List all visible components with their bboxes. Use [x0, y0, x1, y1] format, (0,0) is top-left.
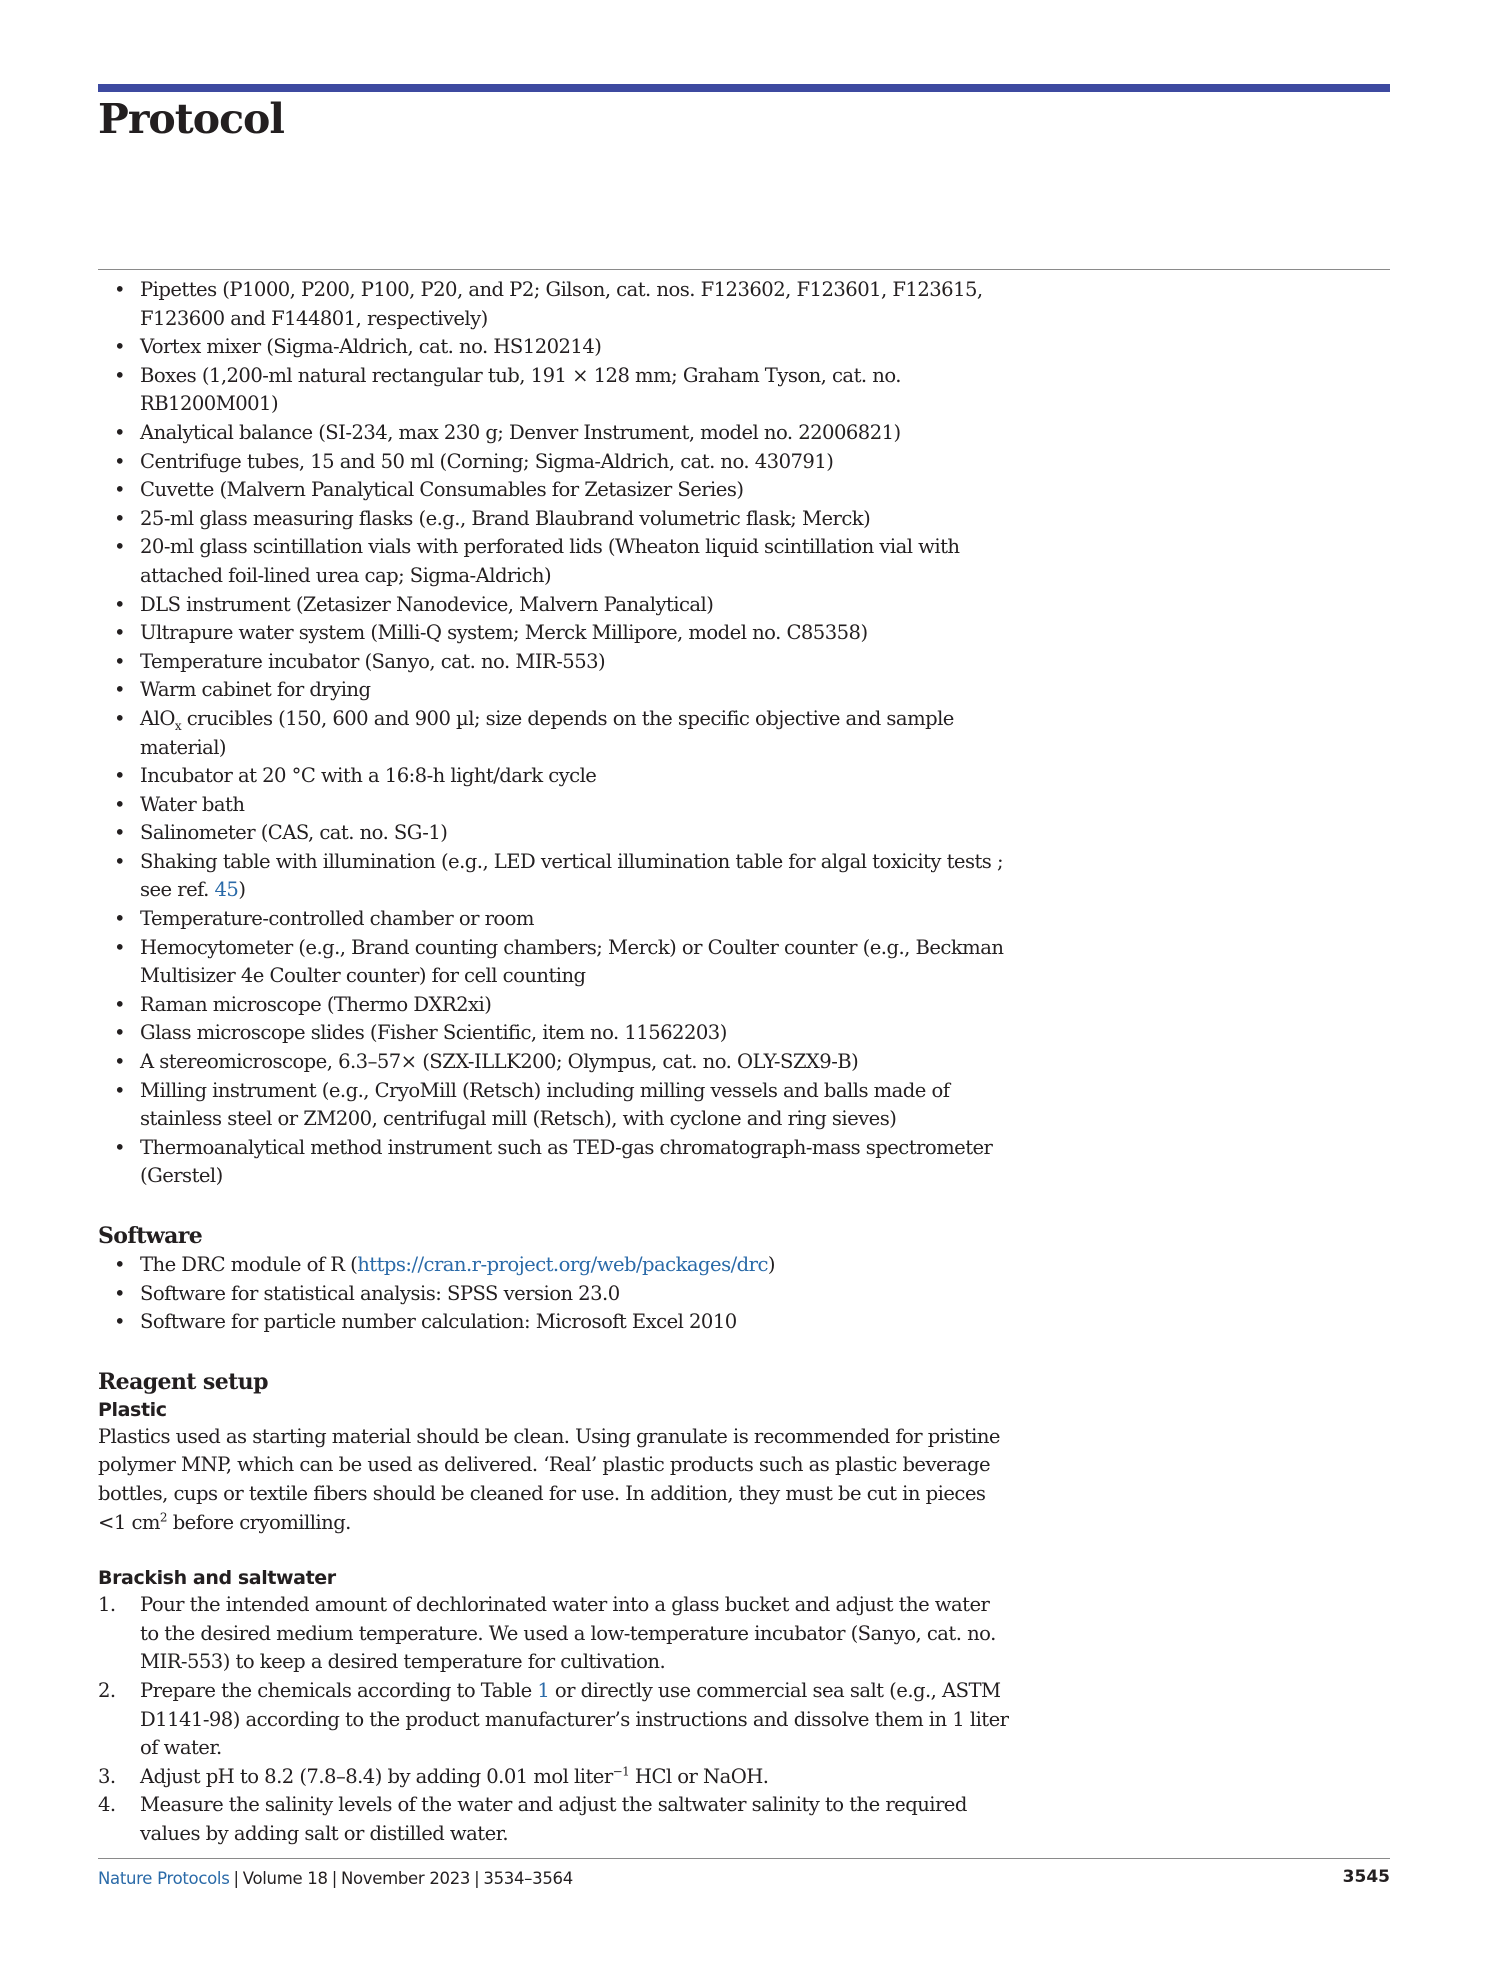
list-item: • A stereomicroscope, 6.3–57× (SZX-ILLK200; Olympus, cat. no. OLY-SZX9-B) [98, 1048, 1078, 1077]
page-number: 3545 [1342, 1867, 1390, 1887]
step-item: 4. Measure the salinity levels of the water and adjust the saltwater salinity to the required values by adding salt or distilled water. [98, 1793, 967, 1845]
plastic-paragraph: Plastics used as starting material should be clean. Using granulate is recommended for pristine polymer MNP, which can be used as delivered. ‘Real’ plastic products such as plastic beverage bottles, cups or textile fibers should be cleaned for use. In addition, they must be cut in pieces <1 $cm^2$ before cryomilling. [98, 1424, 1000, 1534]
brackish-heading: Brackish and saltwater [98, 1567, 336, 1590]
plastic-heading: Plastic [98, 1398, 167, 1421]
header-accent-bar [98, 84, 1390, 92]
bullet-icon: • [114, 1281, 126, 1305]
step-item: 3. Adjust pH to 8.2 (7.8–8.4) by adding 0.01 mol liter$^{-1}$ HCl or NaOH. [98, 1764, 769, 1788]
bottom-divider [98, 1858, 1390, 1859]
page-title: Protocol [98, 95, 284, 143]
list-item: • Hemocytometer (e.g., Brand counting chambers; Merck) or Coulter counter (e.g., Beckman Multisizer 4e Coulter counter) for cell counting [114, 935, 1004, 988]
list-item: • Temperature-controlled chamber or room [98, 905, 1078, 934]
step-item: 1. Pour the intended amount of dechlorinated water into a glass bucket and adjust the water to the desired medium temperature. We used a low-temperature incubator (Sanyo, cat. no. MIR-553) to keep a desired temperature for cultivation. [98, 1593, 996, 1674]
reference-link[interactable]: 45 [214, 878, 239, 902]
bullet-icon: • [114, 1050, 126, 1074]
bullet-icon: • [114, 535, 126, 559]
bullet-icon: • [114, 363, 126, 387]
list-item: • Shaking table with illumination (e.g., LED vertical illumination table for algal toxicity tests ; see ref. 45) [114, 849, 1004, 902]
list-item: • AlO$_x$ crucibles (150, 600 and 900 µl; size depends on the specific objective and sample material) [114, 706, 954, 759]
list-item: • Boxes (1,200-ml natural rectangular tub, 191 × 128 mm; Graham Tyson, cat. no. RB1200M001) [114, 363, 901, 416]
bullet-icon: • [114, 764, 126, 788]
reagent-setup-heading: Reagent setup [98, 1368, 268, 1395]
list-item: • 20-ml glass scintillation vials with perforated lids (Wheaton liquid scintillation vial with attached foil-lined urea cap; Sigma-Aldrich) [114, 535, 960, 587]
list-item: • Temperature incubator (Sanyo, cat. no. MIR-553) [98, 648, 1078, 677]
list-item: • DLS instrument (Zetasizer Nanodevice, Malvern Panalytical) [98, 591, 1078, 620]
list-item: • Salinometer (CAS, cat. no. SG-1) [98, 819, 1078, 848]
bullet-icon: • [114, 935, 126, 959]
list-item: • Warm cabinet for drying [98, 676, 1078, 705]
bullet-icon: • [114, 792, 126, 816]
bullet-icon: • [114, 621, 126, 645]
list-item: • Vortex mixer (Sigma-Aldrich, cat. no. HS120214) [98, 333, 1078, 362]
drc-url-link[interactable]: https://cran.r-project.org/web/packages/drc [357, 1253, 768, 1276]
top-divider [98, 269, 1390, 270]
list-item: • Water bath [98, 791, 1078, 820]
step-item: 2. Prepare the chemicals according to Table 1 or directly use commercial sea salt (e.g., ASTM D1141-98) according to the product manufacturer’s instructions and dissolve them in 1 liter of water. [98, 1678, 1009, 1760]
issue-date: November 2023 [340, 1869, 471, 1888]
list-item: • The DRC module of R (https://cran.r-project.org/web/packages/drc) [98, 1251, 1078, 1280]
list-item: • Milling instrument (e.g., CryoMill (Retsch) including milling vessels and balls made of stainless steel or ZM200, centrifugal mill (Retsch), with cyclone and ring sieves) [114, 1078, 950, 1131]
bullet-icon: • [114, 649, 126, 673]
list-item: • Glass microscope slides (Fisher Scientific, item no. 11562203) [98, 1019, 1078, 1048]
list-item: • Analytical balance (SI-234, max 230 g; Denver Instrument, model no. 22006821) [98, 419, 1078, 448]
list-item: • Ultrapure water system (Milli-Q system; Merck Millipore, model no. C85358) [98, 619, 1078, 648]
bullet-icon: • [114, 678, 126, 702]
footer-citation: Nature Protocols | Volume 18 | November 2023 | 3534–3564 [98, 1869, 573, 1888]
page-range: 3534–3564 [483, 1869, 573, 1888]
bullet-icon: • [114, 592, 126, 616]
bullet-icon: • [114, 335, 126, 359]
main-content [98, 276, 1078, 1849]
table-reference-link[interactable]: 1 [537, 1678, 550, 1702]
bullet-icon: • [114, 506, 126, 530]
list-item: • Centrifuge tubes, 15 and 50 ml (Corning; Sigma-Aldrich, cat. no. 430791) [98, 448, 1078, 477]
brackish-steps [98, 1591, 1078, 1848]
equipment-list [98, 276, 1078, 1191]
software-list [98, 1251, 1078, 1337]
bullet-icon: • [114, 1135, 126, 1159]
bullet-icon: • [114, 420, 126, 444]
bullet-icon: • [114, 849, 126, 873]
bullet-icon: • [114, 1253, 126, 1276]
list-item: • Software for particle number calculation: Microsoft Excel 2010 [98, 1308, 1078, 1337]
journal-name[interactable]: Nature Protocols [98, 1869, 230, 1888]
list-item: • Software for statistical analysis: SPSS version 23.0 [98, 1280, 1078, 1309]
software-heading: Software [98, 1223, 203, 1249]
list-item: • Thermoanalytical method instrument such as TED-gas chromatograph-mass spectrometer (Gerstel) [114, 1135, 993, 1188]
bullet-icon: • [114, 907, 126, 931]
bullet-icon: • [114, 1078, 126, 1102]
bullet-icon: • [114, 992, 126, 1016]
list-item: • Pipettes (P1000, P200, P100, P20, and P2; Gilson, cat. nos. F123602, F123601, F123615, F123600 and F144801, respectively) [114, 278, 983, 330]
bullet-icon: • [114, 478, 126, 502]
bullet-icon: • [114, 278, 126, 301]
bullet-icon: • [114, 706, 126, 730]
bullet-icon: • [114, 449, 126, 473]
bullet-icon: • [114, 821, 126, 845]
bullet-icon: • [114, 1310, 126, 1334]
bullet-icon: • [114, 1021, 126, 1045]
list-item: • Raman microscope (Thermo DXR2xi) [98, 991, 1078, 1020]
list-item: • 25-ml glass measuring flasks (e.g., Brand Blaubrand volumetric flask; Merck) [98, 505, 1078, 534]
volume: Volume 18 [242, 1869, 328, 1888]
list-item: • Incubator at 20 °C with a 16:8-h light/dark cycle [98, 762, 1078, 791]
list-item: • Cuvette (Malvern Panalytical Consumables for Zetasizer Series) [98, 476, 1078, 505]
